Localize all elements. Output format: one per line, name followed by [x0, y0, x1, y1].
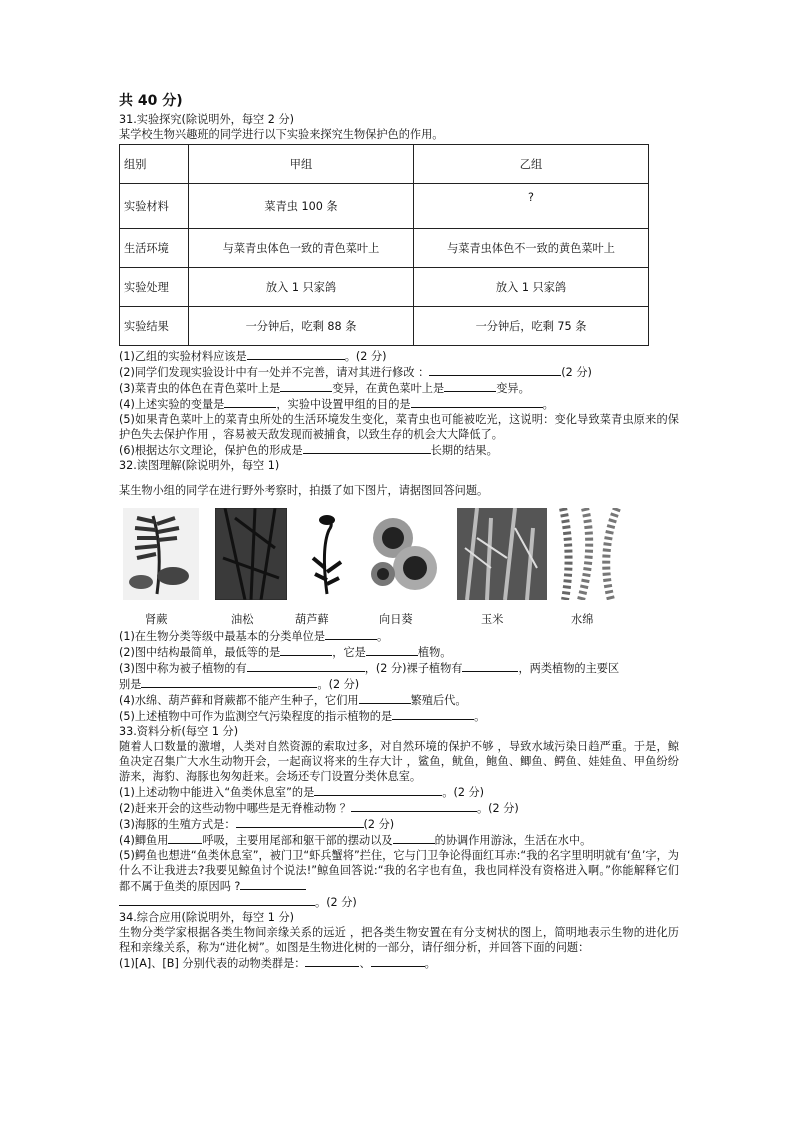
caption: 向日葵: [379, 613, 413, 626]
exam-page: [119, 92, 679, 971]
table-row: [120, 145, 649, 184]
caption: 水绵: [571, 613, 594, 626]
caption: 葫芦藓: [295, 613, 329, 626]
answer-blank[interactable]: [305, 955, 359, 967]
text: (2)赶来开会的这些动物中哪些是无脊椎动物 ？: [119, 802, 351, 815]
answer-blank[interactable]: [247, 660, 365, 672]
experiment-table: [119, 144, 649, 346]
caption: 油松: [231, 613, 254, 626]
table-cell: 一分钟后，吃剩 75 条: [414, 307, 649, 346]
plant-captions: [119, 612, 679, 628]
table-cell: 实验处理: [120, 268, 189, 307]
table-cell: 实验结果: [120, 307, 189, 346]
answer-blank[interactable]: [411, 396, 543, 408]
table-row: [120, 184, 649, 229]
text: (4)水绵、葫芦藓和肾蕨都不能产生种子，它们用: [119, 694, 359, 707]
table-header-cell: 乙组: [414, 145, 649, 184]
text: 长期的结果。: [430, 444, 498, 457]
text: 。(2 分): [442, 786, 485, 799]
q34-title: 34.综合应用(除说明外，每空 1 分): [119, 911, 295, 924]
table-row: [120, 229, 649, 268]
q34-paragraph: 生物分类学家根据各类生物间亲缘关系的远近 ，把各类生物安置在有分支树状的图上，简明地表示生物的进化历程和亲缘关系，称为“进化树”。如图是生物进化树的一部分，请仔细分析，并回答下面的问题：: [119, 926, 679, 954]
answer-blank[interactable]: [371, 955, 425, 967]
table-cell: 放入 1 只家鸽: [414, 268, 649, 307]
text: (3)海豚的生殖方式是：: [119, 818, 236, 831]
answer-blank[interactable]: [351, 800, 477, 812]
table-header-cell: 甲组: [189, 145, 414, 184]
table-cell: 一分钟后，吃剩 88 条: [189, 307, 414, 346]
text: (3)菜青虫的体色在青色菜叶上是: [119, 382, 281, 395]
answer-blank[interactable]: [444, 380, 496, 392]
q34-item-1: [119, 955, 679, 971]
answer-blank[interactable]: [240, 878, 306, 890]
text: 。(2 分): [317, 678, 360, 691]
text: (2 分): [561, 366, 592, 379]
q32-item-2: [119, 644, 679, 660]
text: (5)上述植物中可作为监测空气污染程度的指示植物的是: [119, 710, 393, 723]
q32-item-3-cont: [119, 676, 679, 692]
text: 、: [359, 957, 371, 970]
text: (1)乙组的实验材料应该是: [119, 350, 247, 363]
answer-blank[interactable]: [168, 832, 202, 844]
text: 。: [542, 398, 554, 411]
q31-item-5: (5)如果青色菜叶上的菜青虫所处的生活环境发生变化，菜青虫也可能被吃光，这说明：变化导致菜青虫原来的保护色失去保护作用 ，容易被天敌发现而被捕食，以致生存的机会大大降低了。: [119, 413, 679, 441]
pine-photo: [215, 508, 287, 600]
table-cell: 与菜青虫体色一致的青色菜叶上: [189, 229, 414, 268]
answer-blank[interactable]: [236, 816, 364, 828]
answer-blank[interactable]: [141, 676, 317, 688]
table-row: [120, 307, 649, 346]
text: (1)[A]、[B] 分别代表的动物类群是：: [119, 957, 306, 970]
text: 。(2 分): [476, 802, 519, 815]
text: 。: [424, 957, 436, 970]
moss-photo: [305, 508, 353, 600]
answer-blank[interactable]: [393, 832, 435, 844]
sunflower-photo: [363, 508, 441, 600]
q31-item-1: [119, 348, 679, 364]
text: (6)根据达尔文理论，保护色的形成是: [119, 444, 303, 457]
section-header: 共 40 分): [119, 93, 183, 109]
text: (2 分): [363, 818, 395, 831]
answer-blank[interactable]: [314, 784, 442, 796]
table-cell: ?: [414, 184, 649, 229]
table-row: [120, 268, 649, 307]
answer-blank[interactable]: [224, 396, 276, 408]
text: (1)在生物分类等级中最基本的分类单位是: [119, 630, 326, 643]
q31-title: 31.实验探究(除说明外，每空 2 分): [119, 113, 295, 126]
q31-item-6: [119, 442, 679, 458]
corn-photo: [457, 508, 547, 600]
table-header-cell: 组别: [120, 145, 189, 184]
plant-photos: [119, 508, 679, 612]
text: 变异，在黄色菜叶上是: [332, 382, 445, 395]
text: ，(2 分)裸子植物有: [364, 662, 463, 675]
q33-item-4: [119, 832, 679, 848]
q31-item-2: [119, 364, 679, 380]
answer-blank[interactable]: [119, 894, 315, 906]
answer-blank[interactable]: [366, 644, 418, 656]
text: 。(2 分): [315, 896, 357, 909]
q33-paragraph: 随着人口数量的激增，人类对自然资源的索取过多，对自然环境的保护不够 ，导致水域污染日趋严重。于是，鲸鱼决定召集广大水生动物开会，一起商议将来的生存大计 ，鲨鱼，鱿鱼，鲍鱼、鲫鱼、鳄鱼、娃娃鱼、甲鱼纷纷游来，海豹、海豚也匆匆赶来。会场还专门设置分类休息室。: [119, 740, 679, 783]
q32-item-4: [119, 692, 679, 708]
q33-title: 33.资料分析(每空 1 分): [119, 725, 239, 738]
text: (2)同学们发现实验设计中有一处并不完善，请对其进行修改 ：: [119, 366, 430, 379]
text: 。: [474, 710, 486, 723]
text: ，实验中设置甲组的目的是: [276, 398, 411, 411]
q32-item-3: [119, 660, 679, 676]
q33-item-3: [119, 816, 679, 832]
answer-blank[interactable]: [462, 660, 518, 672]
q32-title: 32.读图理解(除说明外，每空 1): [119, 459, 280, 472]
text: 。(2 分): [344, 350, 387, 363]
text: 变异。: [496, 382, 530, 395]
table-cell: 实验材料: [120, 184, 189, 229]
text: 的协调作用游泳，生活在水中。: [434, 834, 592, 847]
text: 。: [377, 630, 389, 643]
caption: 肾蕨: [145, 613, 168, 626]
q31-item-4: [119, 396, 679, 412]
answer-blank[interactable]: [325, 628, 377, 640]
q31-item-3: [119, 380, 679, 396]
q33-item-5-end: [119, 894, 679, 910]
text: (1)上述动物中能进入“鱼类休息室”的是: [119, 786, 315, 799]
text: ，它是: [332, 646, 366, 659]
table-cell: 与菜青虫体色不一致的黄色菜叶上: [414, 229, 649, 268]
q33-item-2: [119, 800, 679, 816]
answer-blank[interactable]: [303, 442, 431, 454]
text: (3)图中称为被子植物的有: [119, 662, 247, 675]
q32-item-5: [119, 708, 679, 724]
text: 别是: [119, 678, 142, 691]
table-cell: 菜青虫 100 条: [189, 184, 414, 229]
q33-item-5: [119, 848, 679, 894]
answer-blank[interactable]: [429, 364, 561, 376]
answer-blank[interactable]: [280, 644, 332, 656]
table-cell: 生活环境: [120, 229, 189, 268]
answer-blank[interactable]: [359, 692, 411, 704]
text: 呼吸，主要用尾部和躯干部的摆动以及: [202, 834, 393, 847]
text: ，两类植物的主要区: [518, 662, 620, 675]
table-cell: 放入 1 只家鸽: [189, 268, 414, 307]
text: (4)鲫鱼用: [119, 834, 169, 847]
caption: 玉米: [481, 613, 504, 626]
answer-blank[interactable]: [247, 348, 345, 360]
text: (2)图中结构最简单，最低等的是: [119, 646, 281, 659]
answer-blank[interactable]: [280, 380, 332, 392]
text: 植物。: [417, 646, 452, 659]
text: 繁殖后代。: [410, 694, 467, 707]
text: (5)鳄鱼也想进“鱼类休息室”，被门卫“虾兵蟹将”拦住，它与门卫争论得面红耳赤:“我的名字里明明就有‘鱼’字，为什么不让我进去?我要见鲸鱼讨个说法!”鲸鱼回答说:“我的名字也有鱼，我也同样没有资格进入啊。”你能解释它们都不属于鱼类的原因吗 ?: [119, 849, 679, 893]
q32-item-1: [119, 628, 679, 644]
q33-item-1: [119, 784, 679, 800]
q32-intro: 某生物小组的同学在进行野外考察时，拍摄了如下图片，请据图回答问题。: [119, 484, 489, 497]
text: (4)上述实验的变量是: [119, 398, 225, 411]
answer-blank[interactable]: [392, 708, 474, 720]
fern-photo: [123, 508, 199, 600]
q31-intro: 某学校生物兴趣班的同学进行以下实验来探究生物保护色的作用。: [119, 128, 444, 141]
spirogyra-photo: [555, 508, 623, 600]
